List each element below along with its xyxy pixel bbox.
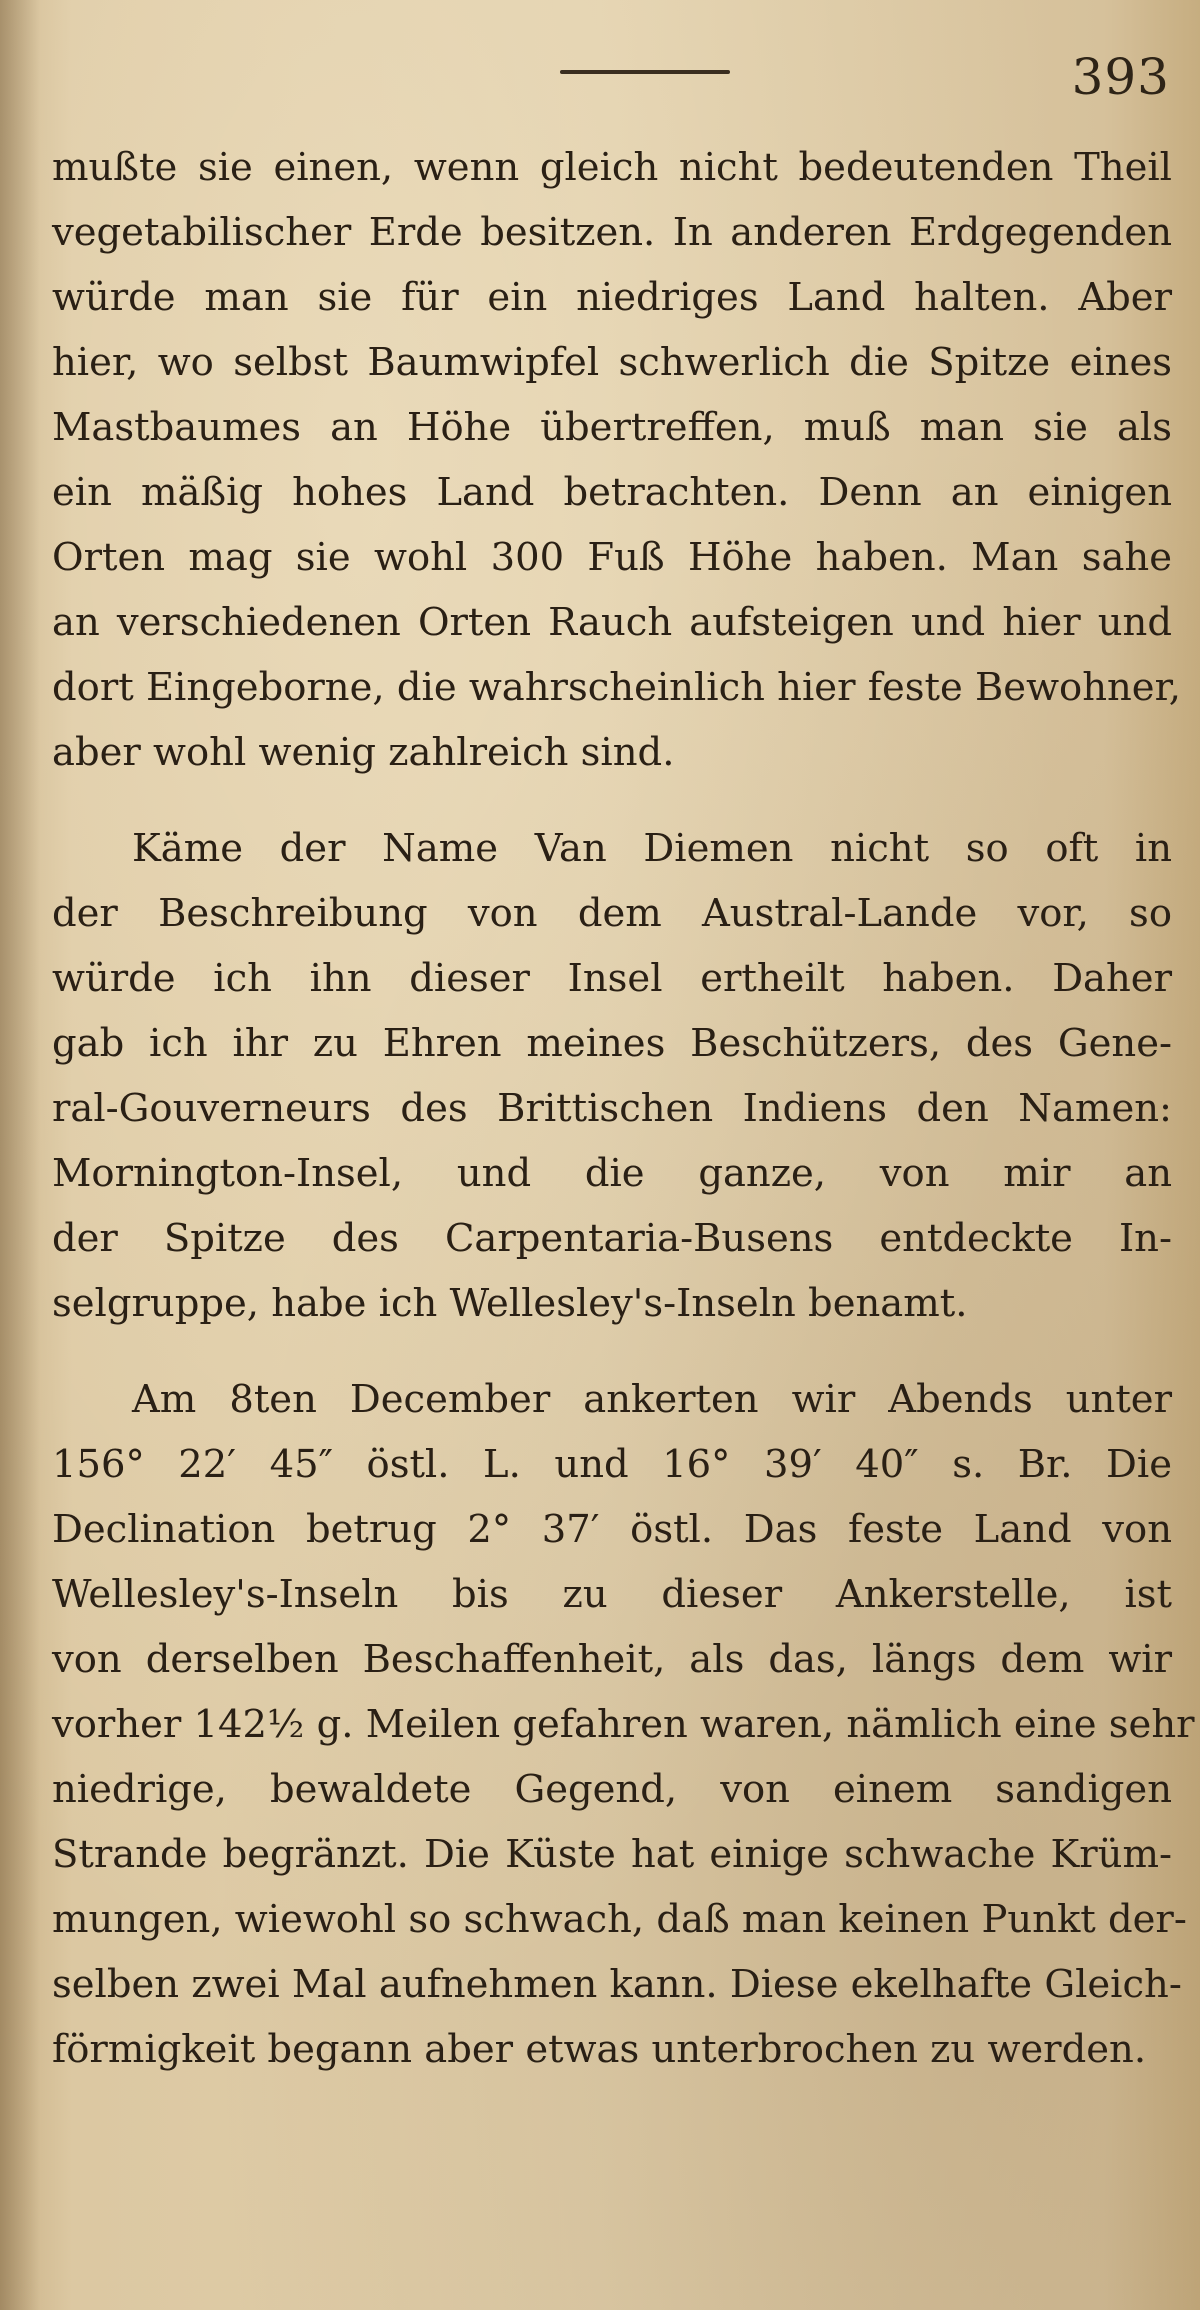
- text-line: vegetabilischer Erde besitzen. In anderen Erdgegenden: [52, 210, 1172, 255]
- header-rule: [560, 70, 730, 74]
- paragraph-2: [52, 816, 1172, 1336]
- text-line: würde ich ihn dieser Insel ertheilt haben. Daher: [52, 956, 1172, 1001]
- text-line: selgruppe, habe ich Wellesley's-Inseln benamt.: [52, 1281, 968, 1326]
- paragraph-spacer: [52, 1336, 1172, 1367]
- text-line: selben zwei Mal aufnehmen kann. Diese ekelhafte Gleich-: [52, 1962, 1182, 2007]
- text-line: gab ich ihr zu Ehren meines Beschützers, des Gene-: [52, 1021, 1172, 1066]
- text-line: 156° 22′ 45″ östl. L. und 16° 39′ 40″ s. Br. Die: [52, 1442, 1172, 1487]
- text-line: Käme der Name Van Diemen nicht so oft in: [132, 826, 1172, 871]
- text-line: ral-Gouverneurs des Brittischen Indiens den Namen:: [52, 1086, 1172, 1131]
- text-line: würde man sie für ein niedriges Land halten. Aber: [52, 275, 1172, 320]
- text-line: förmigkeit begann aber etwas unterbrochen zu werden.: [52, 2027, 1147, 2072]
- text-line: dort Eingeborne, die wahrscheinlich hier feste Bewohner,: [52, 665, 1182, 710]
- text-line: ein mäßig hohes Land betrachten. Denn an einigen: [52, 470, 1172, 515]
- text-line: aber wohl wenig zahlreich sind.: [52, 730, 675, 775]
- paragraph-1: [52, 135, 1182, 785]
- page-number: 393: [1071, 48, 1170, 106]
- text-line: Strande begränzt. Die Küste hat einige schwache Krüm-: [52, 1832, 1172, 1877]
- text-line: niedrige, bewaldete Gegend, von einem sandigen: [52, 1767, 1172, 1812]
- paragraph-spacer: [52, 785, 1172, 816]
- body-text: [52, 135, 1195, 2082]
- text-line: hier, wo selbst Baumwipfel schwerlich die Spitze eines: [52, 340, 1172, 385]
- text-line: der Beschreibung von dem Austral-Lande vor, so: [52, 891, 1172, 936]
- text-line: Am 8ten December ankerten wir Abends unter: [132, 1377, 1172, 1422]
- text-line: mußte sie einen, wenn gleich nicht bedeutenden Theil: [52, 145, 1172, 190]
- text-line: mungen, wiewohl so schwach, daß man keinen Punkt der-: [52, 1897, 1187, 1942]
- text-line: vorher 142½ g. Meilen gefahren waren, nämlich eine sehr: [52, 1702, 1195, 1747]
- text-line: Orten mag sie wohl 300 Fuß Höhe haben. Man sahe: [52, 535, 1172, 580]
- text-line: der Spitze des Carpentaria-Busens entdeckte In-: [52, 1216, 1172, 1261]
- paragraph-3: [52, 1367, 1195, 2082]
- text-line: Mornington-Insel, und die ganze, von mir an: [52, 1151, 1172, 1196]
- text-line: Declination betrug 2° 37′ östl. Das feste Land von: [52, 1507, 1172, 1552]
- page-gutter-shadow: [0, 0, 40, 2310]
- text-line: Mastbaumes an Höhe übertreffen, muß man sie als: [52, 405, 1172, 450]
- text-line: von derselben Beschaffenheit, als das, längs dem wir: [52, 1637, 1172, 1682]
- text-line: Wellesley's-Inseln bis zu dieser Ankerstelle, ist: [52, 1572, 1172, 1617]
- text-line: an verschiedenen Orten Rauch aufsteigen und hier und: [52, 600, 1172, 645]
